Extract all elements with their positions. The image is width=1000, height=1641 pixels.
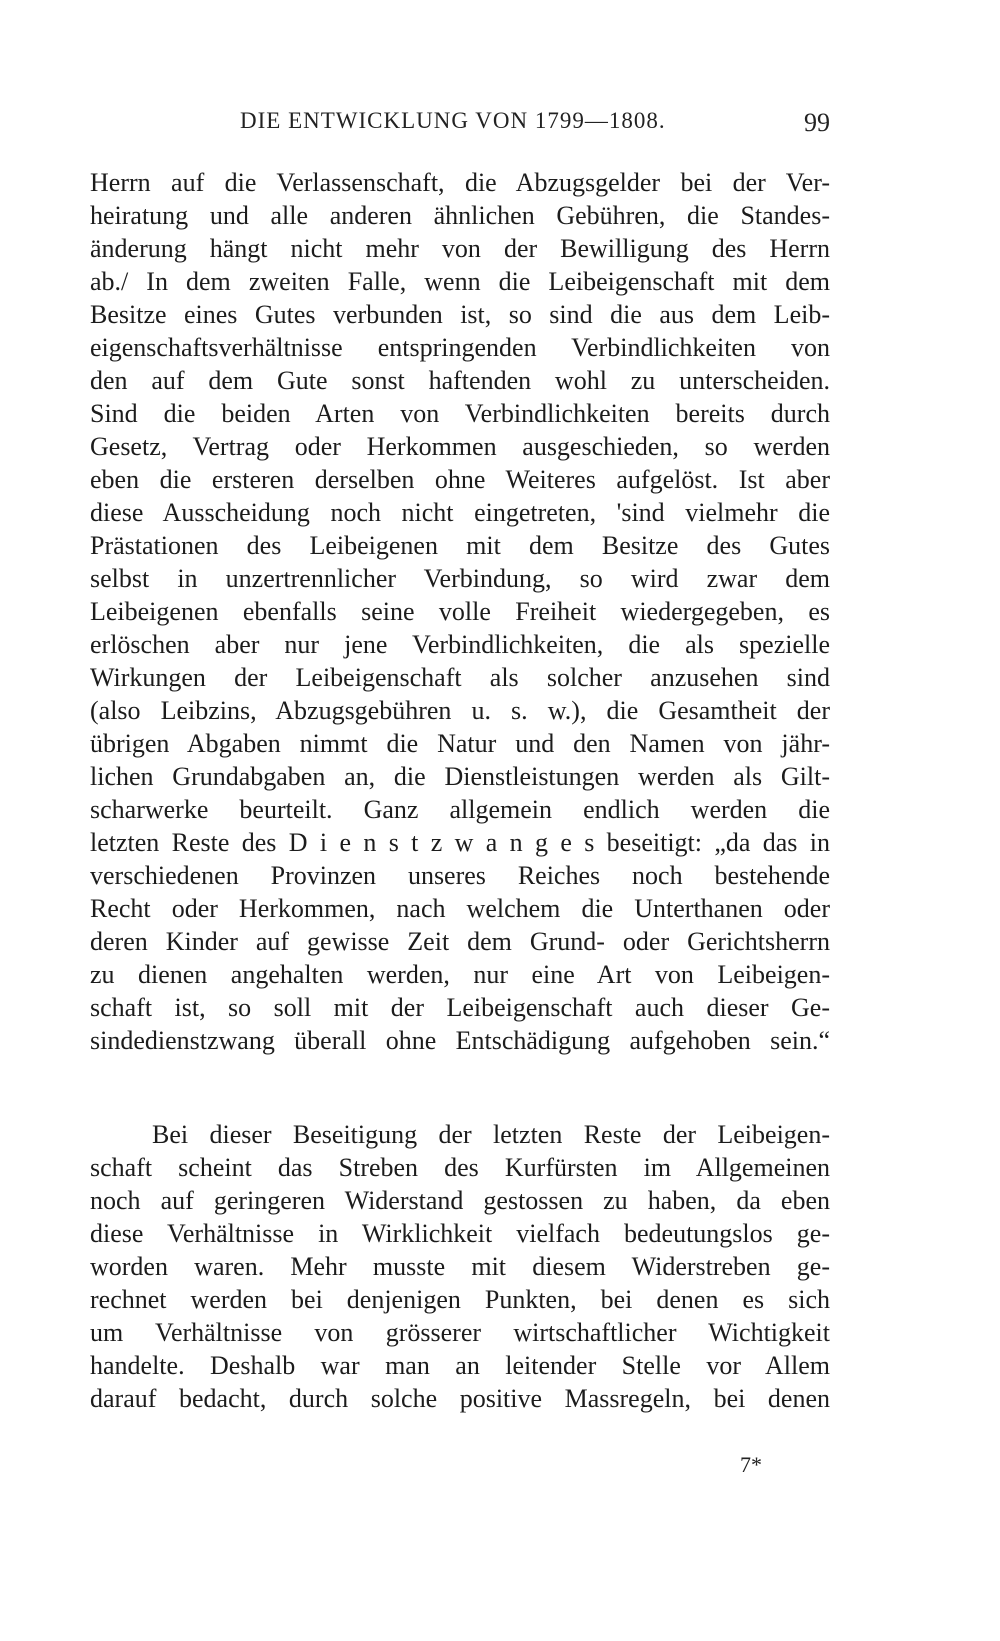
paragraph-2 bbox=[90, 1118, 830, 1415]
text-line: handelte. Deshalb war man an leitender Stelle vor Allem bbox=[90, 1351, 830, 1380]
text-line: lichen Grundabgaben an, die Dienstleistungen werden als Gilt- bbox=[90, 762, 830, 791]
text-line: Gesetz, Vertrag oder Herkommen ausgeschieden, so werden bbox=[90, 432, 830, 461]
text-line: erlöschen aber nur jene Verbindlichkeiten, die als spezielle bbox=[90, 630, 830, 659]
text-line: sindedienstzwang überall ohne Entschädigung aufgehoben sein.“ bbox=[90, 1026, 830, 1055]
text-line: Herrn auf die Verlassenschaft, die Abzugsgelder bei der Ver- bbox=[90, 168, 830, 197]
text-line: den auf dem Gute sonst haftenden wohl zu unterscheiden. bbox=[90, 366, 830, 395]
text-line: deren Kinder auf gewisse Zeit dem Grund- oder Gerichtsherrn bbox=[90, 927, 830, 956]
text-line: verschiedenen Provinzen unseres Reiches noch bestehende bbox=[90, 861, 830, 890]
text-line: schaft scheint das Streben des Kurfürsten im Allgemeinen bbox=[90, 1153, 830, 1182]
text-line: rechnet werden bei denjenigen Punkten, bei denen es sich bbox=[90, 1285, 830, 1314]
text-line: noch auf geringeren Widerstand gestossen zu haben, da eben bbox=[90, 1186, 830, 1215]
text-line: diese Verhältnisse in Wirklichkeit vielfach bedeutungslos ge- bbox=[90, 1219, 830, 1248]
text-line: Wirkungen der Leibeigenschaft als solcher anzusehen sind bbox=[90, 663, 830, 692]
text-line: schaft ist, so soll mit der Leibeigenschaft auch dieser Ge- bbox=[90, 993, 830, 1022]
text-line: ab./ In dem zweiten Falle, wenn die Leibeigenschaft mit dem bbox=[90, 267, 830, 296]
text-line: selbst in unzertrennlicher Verbindung, so wird zwar dem bbox=[90, 564, 830, 593]
text-line: letzten Reste des D i e n s t z w a n g e s beseitigt: „da das in bbox=[90, 828, 830, 857]
text-line: heiratung und alle anderen ähnlichen Gebühren, die Standes- bbox=[90, 201, 830, 230]
text-line: Bei dieser Beseitigung der letzten Reste der Leibeigen- bbox=[152, 1120, 830, 1149]
text-line: zu dienen angehalten werden, nur eine Art von Leibeigen- bbox=[90, 960, 830, 989]
signature-mark: 7* bbox=[740, 1452, 762, 1477]
text-line: Sind die beiden Arten von Verbindlichkeiten bereits durch bbox=[90, 399, 830, 428]
text-line: (also Leibzins, Abzugsgebühren u. s. w.), die Gesamtheit der bbox=[90, 696, 830, 725]
text-line: worden waren. Mehr musste mit diesem Widerstreben ge- bbox=[90, 1252, 830, 1281]
text-line: übrigen Abgaben nimmt die Natur und den Namen von jähr- bbox=[90, 729, 830, 758]
text-line: um Verhältnisse von grösserer wirtschaftlicher Wichtigkeit bbox=[90, 1318, 830, 1347]
paragraph-1 bbox=[90, 166, 830, 1057]
text-line: Recht oder Herkommen, nach welchem die Unterthanen oder bbox=[90, 894, 830, 923]
text-line: diese Ausscheidung noch nicht eingetreten, 'sind vielmehr die bbox=[90, 498, 830, 527]
running-title: DIE ENTWICKLUNG VON 1799—1808. bbox=[240, 108, 666, 133]
text-line: änderung hängt nicht mehr von der Bewilligung des Herrn bbox=[90, 234, 830, 263]
text-line: scharwerke beurteilt. Ganz allgemein endlich werden die bbox=[90, 795, 830, 824]
page-header bbox=[90, 108, 830, 148]
text-line: eben die ersteren derselben ohne Weiteres aufgelöst. Ist aber bbox=[90, 465, 830, 494]
page-number: 99 bbox=[804, 108, 830, 137]
text-line: eigenschaftsverhältnisse entspringenden Verbindlichkeiten von bbox=[90, 333, 830, 362]
text-line: darauf bedacht, durch solche positive Massregeln, bei denen bbox=[90, 1384, 830, 1413]
text-line: Prästationen des Leibeigenen mit dem Besitze des Gutes bbox=[90, 531, 830, 560]
text-line: Besitze eines Gutes verbunden ist, so sind die aus dem Leib- bbox=[90, 300, 830, 329]
text-line: Leibeigenen ebenfalls seine volle Freiheit wiedergegeben, es bbox=[90, 597, 830, 626]
